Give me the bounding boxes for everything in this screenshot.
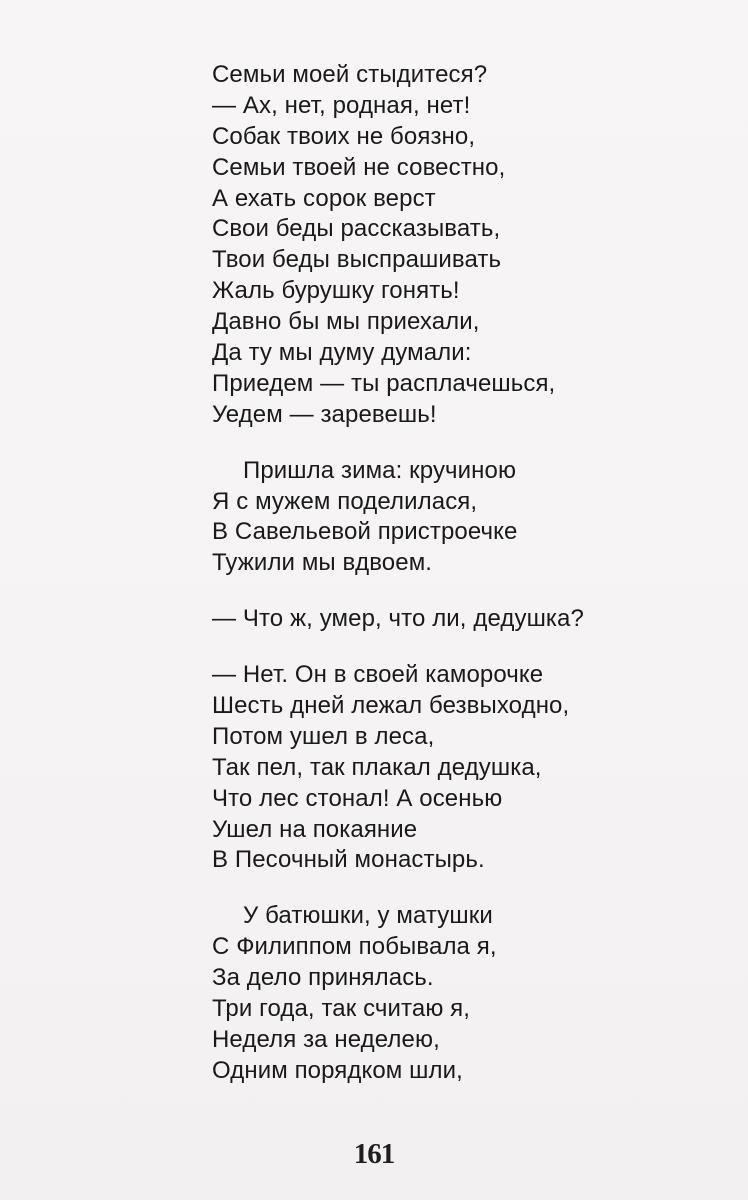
poem-text — [212, 60, 712, 1112]
poem-line: С Филиппом побывала я, — [212, 933, 497, 961]
poem-line: Давно бы мы приехали, — [212, 308, 480, 336]
poem-line: За дело принялась. — [212, 964, 434, 992]
poem-line: Семьи моей стыдитеся? — [212, 61, 488, 88]
stanza — [212, 604, 712, 635]
poem-line: Пришла зима: кручиною — [243, 456, 517, 484]
poem-line: В Савельевой пристроечке — [212, 518, 518, 546]
stanza — [212, 660, 712, 876]
poem-line: Так пел, так плакал дедушка, — [212, 753, 542, 781]
page-number: 161 — [353, 1138, 395, 1170]
poem-line: Ушел на покаяние — [212, 815, 418, 843]
poem-line: Потом ушел в леса, — [212, 722, 435, 750]
poem-line: В Песочный монастырь. — [212, 846, 485, 874]
stanza — [212, 901, 712, 1086]
stanza — [212, 456, 712, 580]
poem-line: Твои беды выспрашивать — [212, 246, 502, 274]
poem-line: Семьи твоей не совестно, — [212, 153, 506, 181]
poem-line: Тужили мы вдвоем. — [212, 549, 433, 577]
poem-line: Приедем — ты расплачешься, — [212, 369, 556, 397]
poem-line: Что лес стонал! А осенью — [212, 784, 503, 812]
poem-line: Уедем — заревешь! — [212, 400, 437, 428]
poem-line: — Нет. Он в своей каморочке — [212, 661, 544, 689]
poem-line: А ехать сорок верст — [212, 184, 436, 212]
poem-line: Шесть дней лежал безвыходно, — [212, 692, 570, 720]
stanza — [212, 60, 712, 431]
poem-line: У батюшки, у матушки — [243, 902, 493, 930]
poem-line: Собак твоих не боязно, — [212, 122, 476, 150]
poem-line: Одним порядком шли, — [212, 1056, 463, 1084]
poem-line: — Что ж, умер, что ли, дедушка? — [212, 605, 584, 633]
poem-line: Я с мужем поделилася, — [212, 487, 478, 515]
poem-line: Свои беды рассказывать, — [212, 215, 501, 243]
poem-line: Три года, так считаю я, — [212, 995, 471, 1023]
poem-line: Да ту мы думу думали: — [212, 339, 472, 367]
poem-line: Жаль бурушку гонять! — [212, 277, 460, 305]
poem-line: — Ах, нет, родная, нет! — [212, 91, 471, 119]
poem-line: Неделя за неделею, — [212, 1025, 440, 1053]
